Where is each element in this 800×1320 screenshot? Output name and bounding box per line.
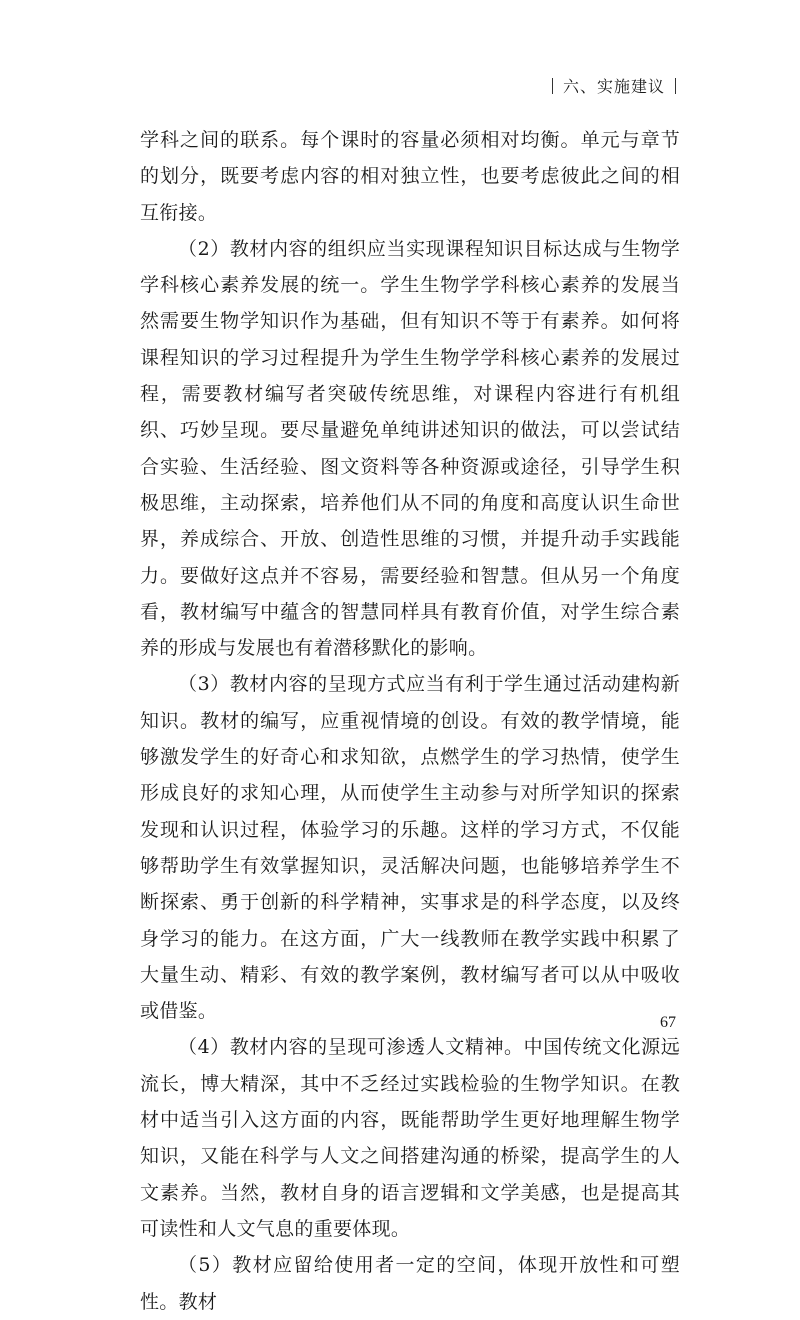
- running-head-right-rule: [675, 78, 676, 94]
- page-number: 67: [660, 1014, 676, 1031]
- body-text: [140, 122, 680, 1320]
- running-head: [552, 74, 676, 97]
- running-head-left-rule: [552, 78, 553, 94]
- paragraph-item-4: （4）教材内容的呈现可渗透人文精神。中国传统文化源远流长，博大精深，其中不乏经过实践检验的生物学知识。在教材中适当引入这方面的内容，既能帮助学生更好地理解生物学知识，又能在科学与人文之间搭建沟通的桥梁，提高学生的人文素养。当然，教材自身的语言逻辑和文学美感，也是提高其可读性和人文气息的重要体现。: [140, 1036, 680, 1240]
- paragraph-item-3: （3）教材内容的呈现方式应当有利于学生通过活动建构新知识。教材的编写，应重视情境的创设。有效的教学情境，能够激发学生的好奇心和求知欲，点燃学生的学习热情，使学生形成良好的求知心理，从而使学生主动参与对所学知识的探索发现和认识过程，体验学习的乐趣。这样的学习方式，不仅能够帮助学生有效掌握知识，灵活解决问题，也能够培养学生不断探索、勇于创新的科学精神，实事求是的科学态度，以及终身学习的能力。在这方面，广大一线教师在教学实践中积累了大量生动、精彩、有效的教学案例，教材编写者可以从中吸收或借鉴。: [140, 673, 680, 1023]
- paragraph-continued: 学科之间的联系。每个课时的容量必须相对均衡。单元与章节的划分，既要考虑内容的相对独立性，也要考虑彼此之间的相互衔接。: [140, 129, 680, 224]
- paragraph-item-2: （2）教材内容的组织应当实现课程知识目标达成与生物学学科核心素养发展的统一。学生生物学学科核心素养的发展当然需要生物学知识作为基础，但有知识不等于有素养。如何将课程知识的学习过程提升为学生生物学学科核心素养的发展过程，需要教材编写者突破传统思维，对课程内容进行有机组织、巧妙呈现。要尽量避免单纯讲述知识的做法，可以尝试结合实验、生活经验、图文资料等各种资源或途径，引导学生积极思维，主动探索，培养他们从不同的角度和高度认识生命世界，养成综合、开放、创造性思维的习惯，并提升动手实践能力。要做好这点并不容易，需要经验和智慧。但从另一个角度看，教材编写中蕴含的智慧同样具有教育价值，对学生综合素养的形成与发展也有着潜移默化的影响。: [140, 237, 680, 660]
- running-head-title: 六、实施建议: [562, 77, 665, 96]
- paragraph-item-5: （5）教材应留给使用者一定的空间，体现开放性和可塑性。教材: [140, 1254, 680, 1313]
